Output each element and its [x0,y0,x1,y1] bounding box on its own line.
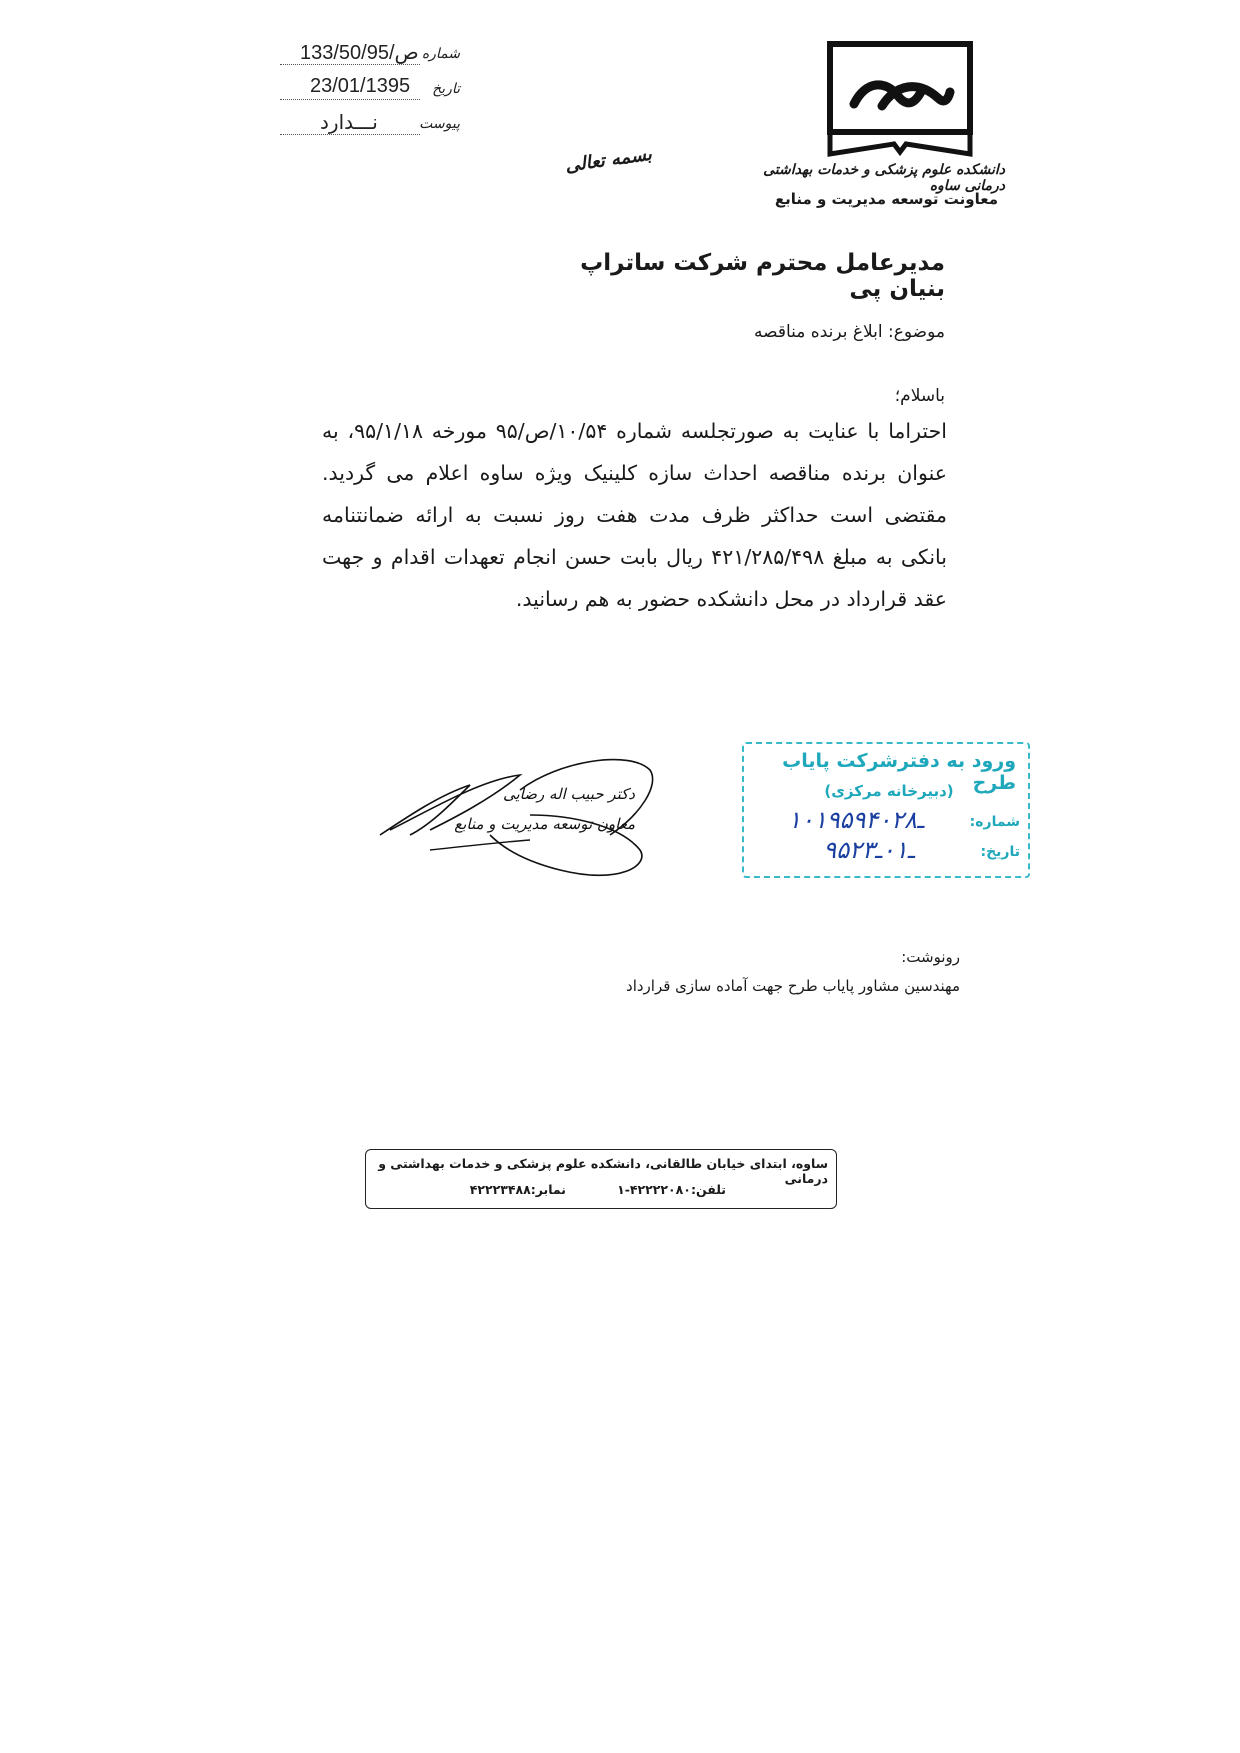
footer-fax-value: ۴۲۲۲۳۴۸۸ [469,1182,531,1197]
cc-label: رونوشت: [901,948,960,966]
stamp-date-value: ۹۵ـ۰۱ـ۲۳ [823,836,915,864]
department-name: معاونت توسعه مدیریت و منابع [774,190,998,208]
footer-phone-value: ۴۲۲۲۲۰۸۰-۱ [617,1182,691,1197]
university-logo [826,40,974,160]
university-name: دانشکده علوم پزشکی و خدمات بهداشتی درمانی ساوه [763,162,1005,194]
signature-block [370,755,665,885]
signatory-title: معاون توسعه مدیریت و منابع [454,815,635,833]
greeting: باسلام؛ [894,386,945,406]
book-logo-icon [826,40,974,160]
footer-address: ساوه، ابتدای خیابان طالقانی، دانشکده علوم پزشکی و خدمات بهداشتی و درمانی [378,1156,828,1186]
cc-line: مهندسین مشاور پایاب طرح جهت آماده سازی قرارداد [626,977,960,995]
recipient-title: مدیرعامل محترم شرکت ساتراپ بنیان پی [580,250,945,302]
subject-line [600,322,945,342]
footer-fax [426,1182,566,1197]
stamp-number-label: شماره: [969,814,1020,830]
signatory-name: دکتر حبیب اله رضایی [503,785,635,803]
footer-address-box [365,1149,837,1209]
letter-number-row [280,40,460,68]
stamp-date-label: تاریخ: [980,844,1020,860]
attachment-row [280,110,460,138]
footer-phone [566,1182,726,1197]
stamp-title: ورود به دفترشرکت پایاب طرح [782,750,1016,794]
letter-number-label: شماره [421,46,460,62]
letter-date-row [280,75,460,103]
stamp-subtitle: (دبیرخانه مرکزی) [824,782,954,800]
letter-number-value: 133/50/ص/95 [300,42,419,64]
footer-fax-label: نمابر: [530,1182,566,1197]
attachment-label: پیوست [419,116,460,132]
letter-date-label: تاریخ [432,81,460,97]
stamp-number-value: ۱۰۱۹۵ـ۹۴۰۲۸ [788,806,924,834]
letter-body: احتراما با عنایت به صورتجلسه شماره ۱۰/۵۴/ص/۹۵ مورخه ۹۵/۱/۱۸، به عنوان برنده مناقصه احداث سازه کلینیک ویژه ساوه اعلام می گردید. مقتضی است حداکثر ظرف مدت هفت روز نسبت به ارائه ضمانتنامه بانکی به مبلغ ۴۲۱/۲۸۵/۴۹۸ ریال بابت حسن انجام تعهدات اقدام و جهت عقد قرارداد در محل دانشکده حضور به هم رسانید. [322,419,947,611]
footer-phone-label: تلفن: [690,1182,726,1197]
letter-date-value: 23/01/1395 [310,75,411,97]
basmala: بسمه تعالی [563,143,654,177]
subject-label: موضوع: [888,322,945,342]
attachment-value: نـــدارد [320,110,378,134]
subject-text: ابلاغ برنده مناقصه [753,322,883,342]
incoming-stamp [742,742,1030,878]
